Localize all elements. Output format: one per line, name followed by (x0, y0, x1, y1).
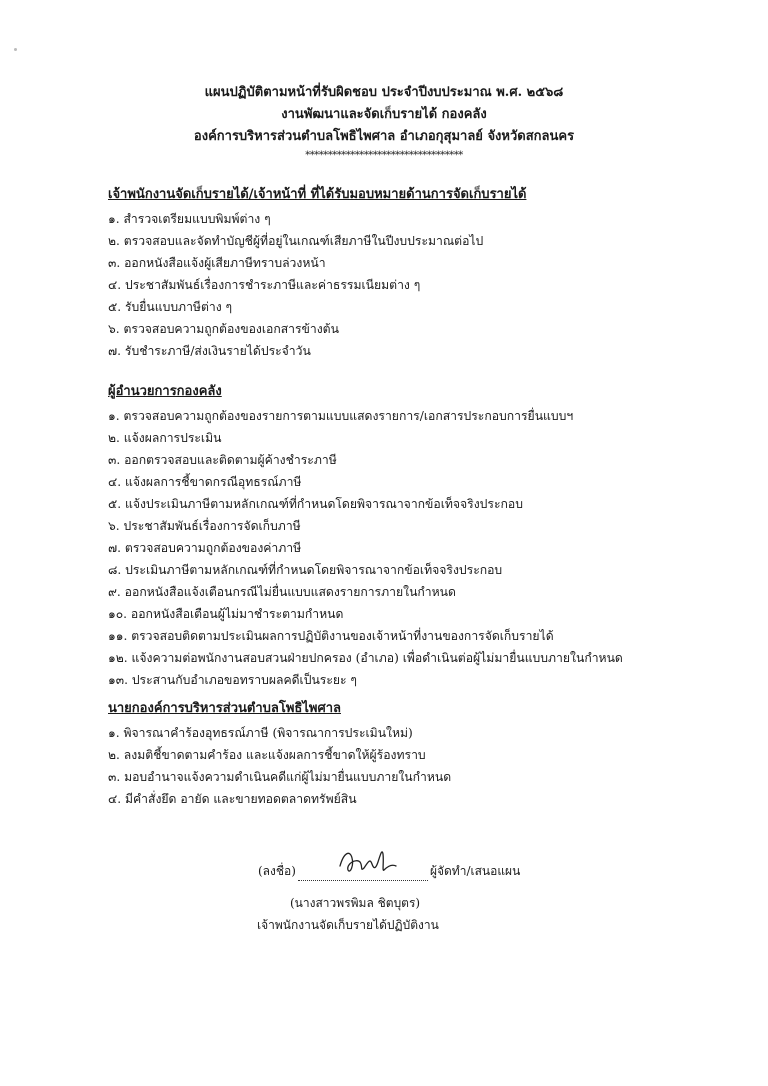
list-item: ๔. ประชาสัมพันธ์เรื่องการชำระภาษีและค่าธรรมเนียมต่าง ๆ (108, 278, 421, 292)
document-header (0, 82, 768, 162)
header-divider: *********************************** (305, 150, 463, 161)
header-title: แผนปฏิบัติตามหน้าที่รับผิดชอบ ประจำปีงบประมาณ พ.ศ. ๒๕๖๘ (204, 85, 564, 100)
list-item: ๑. พิจารณาคำร้องอุทธรณ์ภาษี (พิจารณาการประเมินใหม่) (108, 726, 413, 740)
list-item: ๑๐. ออกหนังสือเตือนผู้ไม่มาชำระตามกำหนด (108, 607, 344, 621)
signer-name: (นางสาวพรพิมล ชิตบุตร) (290, 896, 421, 910)
list-item: ๒. ลงมติชี้ขาดตามคำร้อง และแจ้งผลการชี้ขาดให้ผู้ร้องทราบ (108, 748, 426, 762)
list-item: ๒. ตรวจสอบและจัดทำบัญชีผู้ที่อยู่ในเกณฑ์เสียภาษีในปีงบประมาณต่อไป (108, 234, 484, 248)
sign-suffix: ผู้จัดทำ/เสนอแผน (429, 864, 521, 878)
section-chief-executive (108, 698, 688, 810)
section-heading: ผู้อำนวยการกองคลัง (108, 384, 222, 399)
header-department: งานพัฒนาและจัดเก็บรายได้ กองคลัง (281, 107, 487, 122)
handwritten-signature (336, 844, 406, 880)
list-item: ๓. ออกหนังสือแจ้งผู้เสียภาษีทราบล่วงหน้า (108, 256, 326, 270)
list-item: ๓. มอบอำนาจแจ้งความดำเนินคดีแก่ผู้ไม่มายื่นแบบภายในกำหนด (108, 770, 452, 784)
scan-speck (14, 48, 17, 51)
list-item: ๗. ตรวจสอบความถูกต้องของค่าภาษี (108, 541, 302, 555)
section-finance-director (108, 381, 688, 691)
signature-dots (298, 866, 428, 881)
list-item: ๑. ตรวจสอบความถูกต้องของรายการตามแบบแสดงรายการ/เอกสารประกอบการยื่นแบบฯ (108, 409, 574, 423)
list-item: ๒. แจ้งผลการประเมิน (108, 431, 222, 445)
signer-position: เจ้าพนักงานจัดเก็บรายได้ปฏิบัติงาน (257, 918, 439, 932)
list-item: ๗. รับชำระภาษี/ส่งเงินรายได้ประจำวัน (108, 344, 311, 358)
section-heading: นายกองค์การบริหารส่วนตำบลโพธิไพศาล (108, 701, 341, 716)
signature-line (258, 862, 520, 881)
section-heading: เจ้าพนักงานจัดเก็บรายได้/เจ้าหน้าที่ ที่ได้รับมอบหมายด้านการจัดเก็บรายได้ (108, 187, 527, 202)
sign-prefix: (ลงชื่อ) (258, 864, 296, 878)
list-item: ๑๑. ตรวจสอบติดตามประเมินผลการปฏิบัติงานของเจ้าหน้าที่งานของการจัดเก็บรายได้ (108, 629, 554, 643)
list-item: ๕. แจ้งประเมินภาษีตามหลักเกณฑ์ที่กำหนดโดยพิจารณาจากข้อเท็จจริงประกอบ (108, 497, 523, 511)
header-organization: องค์การบริหารส่วนตำบลโพธิไพศาล อำเภอกุสุมาลย์ จังหวัดสกลนคร (193, 129, 575, 144)
list-item: ๓. ออกตรวจสอบและติดตามผู้ค้างชำระภาษี (108, 453, 337, 467)
list-item: ๔. แจ้งผลการชี้ขาดกรณีอุทธรณ์ภาษี (108, 475, 302, 489)
list-item: ๕. รับยื่นแบบภาษีต่าง ๆ (108, 300, 233, 314)
list-item: ๑. สำรวจเตรียมแบบพิมพ์ต่าง ๆ (108, 212, 271, 226)
list-item: ๖. ตรวจสอบความถูกต้องของเอกสารข้างต้น (108, 322, 339, 336)
list-item: ๙. ออกหนังสือแจ้งเตือนกรณีไม่ยื่นแบบแสดงรายการภายในกำหนด (108, 585, 456, 599)
list-item: ๑๒. แจ้งความต่อพนักงานสอบสวนฝ่ายปกครอง (อำเภอ) เพื่อดำเนินต่อผู้ไม่มายื่นแบบภายในกำหนด (108, 651, 623, 665)
list-item: ๔. มีคำสั่งยึด อายัด และขายทอดตลาดทรัพย์สิน (108, 792, 357, 806)
section-revenue-officer (108, 184, 688, 362)
list-item: ๘. ประเมินภาษีตามหลักเกณฑ์ที่กำหนดโดยพิจารณาจากข้อเท็จจริงประกอบ (108, 563, 503, 577)
list-item: ๑๓. ประสานกับอำเภอขอทราบผลคดีเป็นระยะ ๆ (108, 673, 357, 687)
list-item: ๖. ประชาสัมพันธ์เรื่องการจัดเก็บภาษี (108, 519, 301, 533)
